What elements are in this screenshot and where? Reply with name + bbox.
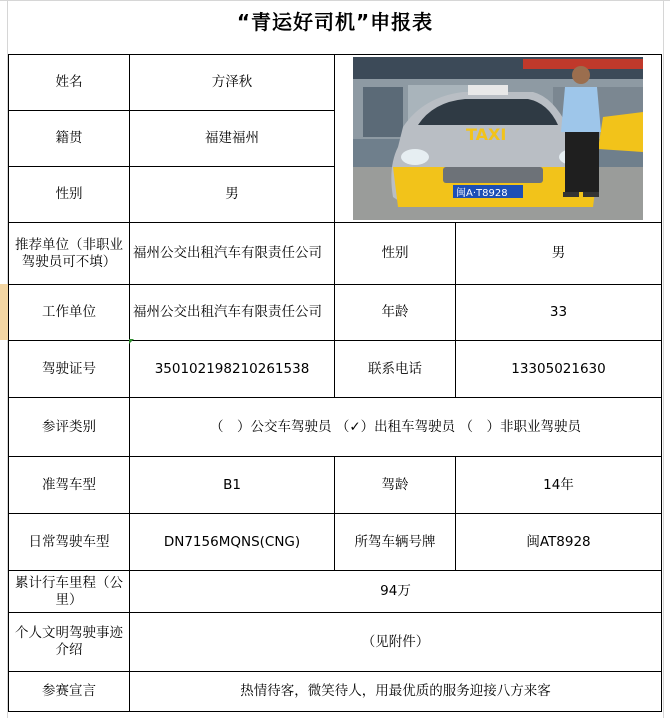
- category-option-taxi: （✓）出租车驾驶员: [335, 418, 456, 435]
- intro-label[interactable]: 个人文明驾驶事迹介绍: [9, 613, 130, 672]
- driving-years-label[interactable]: 驾龄: [335, 457, 456, 514]
- category-label[interactable]: 参评类别: [9, 398, 130, 457]
- daily-vehicle-value[interactable]: DN7156MQNS(CNG): [130, 514, 335, 571]
- declaration-value[interactable]: 热情待客，微笑待人，用最优质的服务迎接八方来客: [130, 672, 662, 712]
- age-value[interactable]: 33: [456, 285, 662, 341]
- category-options[interactable]: [130, 398, 662, 457]
- license-label[interactable]: 驾驶证号: [9, 341, 130, 398]
- sheet-gridline: [663, 0, 664, 718]
- form-title-text: “青运好司机”申报表: [236, 10, 434, 34]
- cell-comment-marker: [129, 339, 134, 344]
- phone-value[interactable]: 13305021630: [456, 341, 662, 398]
- driver-taxi-photo: [353, 57, 643, 220]
- age-label[interactable]: 年龄: [335, 285, 456, 341]
- gender-value[interactable]: 男: [130, 167, 335, 223]
- recommender-label[interactable]: 推荐单位（非职业驾驶员可不填）: [9, 223, 130, 285]
- row-selection-marker: [0, 284, 8, 340]
- driver-photo-cell[interactable]: [335, 55, 662, 223]
- recommender-value[interactable]: 福州公交出租汽车有限责任公司: [130, 223, 335, 285]
- declaration-label[interactable]: 参赛宣言: [9, 672, 130, 712]
- native-place-value[interactable]: 福建福州: [130, 111, 335, 167]
- category-option-bus: （ ）公交车驾驶员: [210, 418, 332, 435]
- phone-label[interactable]: 联系电话: [335, 341, 456, 398]
- workplace-label[interactable]: 工作单位: [9, 285, 130, 341]
- gender-label[interactable]: 性别: [9, 167, 130, 223]
- daily-vehicle-label[interactable]: 日常驾驶车型: [9, 514, 130, 571]
- vehicle-type-value[interactable]: B1: [130, 457, 335, 514]
- form-title: [0, 0, 670, 54]
- intro-value[interactable]: （见附件）: [130, 613, 662, 672]
- plate-label[interactable]: 所驾车辆号牌: [335, 514, 456, 571]
- name-value[interactable]: 方泽秋: [130, 55, 335, 111]
- plate-text: 闽A·T8928: [456, 188, 508, 199]
- plate-value[interactable]: 闽AT8928: [456, 514, 662, 571]
- driving-years-value[interactable]: 14年: [456, 457, 662, 514]
- mileage-label[interactable]: 累计行车里程（公里）: [9, 571, 130, 613]
- vehicle-type-label[interactable]: 准驾车型: [9, 457, 130, 514]
- mileage-value[interactable]: 94万: [130, 571, 662, 613]
- native-place-label[interactable]: 籍贯: [9, 111, 130, 167]
- name-label[interactable]: 姓名: [9, 55, 130, 111]
- gender2-value[interactable]: 男: [456, 223, 662, 285]
- taxi-sign-text: TAXI: [466, 125, 507, 144]
- license-value[interactable]: 350102198210261538: [130, 341, 335, 398]
- workplace-value[interactable]: 福州公交出租汽车有限责任公司: [130, 285, 335, 341]
- gender2-label[interactable]: 性别: [335, 223, 456, 285]
- category-option-nonprofessional: （ ）非职业驾驶员: [459, 418, 581, 435]
- application-form-table: [8, 54, 662, 712]
